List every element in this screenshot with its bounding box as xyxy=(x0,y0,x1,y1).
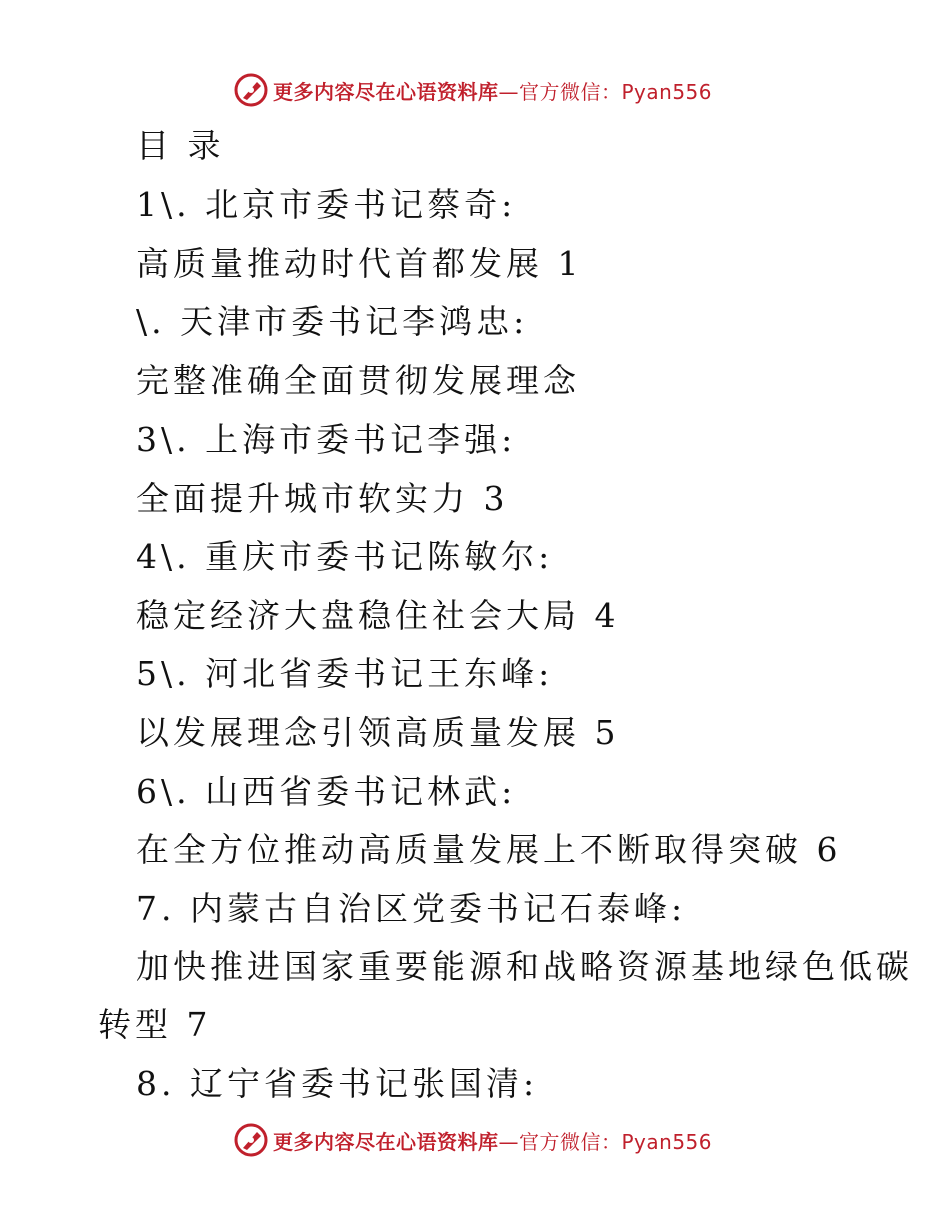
toc-line: 5\. 河北省委书记王东峰: xyxy=(136,654,554,693)
toc-line: \. 天津市委书记李鸿忠: xyxy=(136,302,529,341)
toc-line: 在全方位推动高质量发展上不断取得突破 6 xyxy=(136,830,842,869)
pen-logo-icon xyxy=(233,1122,269,1158)
toc-line: 加快推进国家重要能源和战略资源基地绿色低碳 xyxy=(136,947,913,986)
toc-line: 8. 辽宁省委书记张国清: xyxy=(136,1064,539,1103)
toc-line: 完整准确全面贯彻发展理念 xyxy=(136,361,580,400)
watermark-wechat-label: 官方微信： xyxy=(519,1129,622,1154)
watermark-wechat-id: Pyan556 xyxy=(621,79,713,104)
watermark-banner-bottom xyxy=(233,1120,712,1160)
toc-line: 以发展理念引领高质量发展 5 xyxy=(136,713,620,752)
toc-line: 高质量推动时代首都发展 1 xyxy=(136,244,583,283)
watermark-wechat-id: Pyan556 xyxy=(621,1129,713,1154)
toc-title: 目 录 xyxy=(136,126,225,165)
toc-line: 4\. 重庆市委书记陈敏尔: xyxy=(136,537,554,576)
watermark-site-text: 更多内容尽在心语资料库 xyxy=(273,1129,499,1154)
toc-line: 3\. 上海市委书记李强: xyxy=(136,420,517,459)
watermark-separator: — xyxy=(498,79,519,104)
watermark-site-text: 更多内容尽在心语资料库 xyxy=(273,79,499,104)
toc-line: 全面提升城市软实力 3 xyxy=(136,479,509,518)
toc-line: 6\. 山西省委书记林武: xyxy=(136,772,517,811)
pen-logo-icon xyxy=(233,72,269,108)
watermark-wechat-label: 官方微信： xyxy=(519,79,622,104)
toc-line: 7. 内蒙古自治区党委书记石泰峰: xyxy=(136,889,687,928)
watermark-separator: — xyxy=(498,1129,519,1154)
watermark-banner-top xyxy=(233,70,712,110)
toc-line: 1\. 北京市委书记蔡奇: xyxy=(136,185,517,224)
toc-line: 稳定经济大盘稳住社会大局 4 xyxy=(136,596,620,635)
toc-line: 转型 7 xyxy=(98,1005,212,1044)
